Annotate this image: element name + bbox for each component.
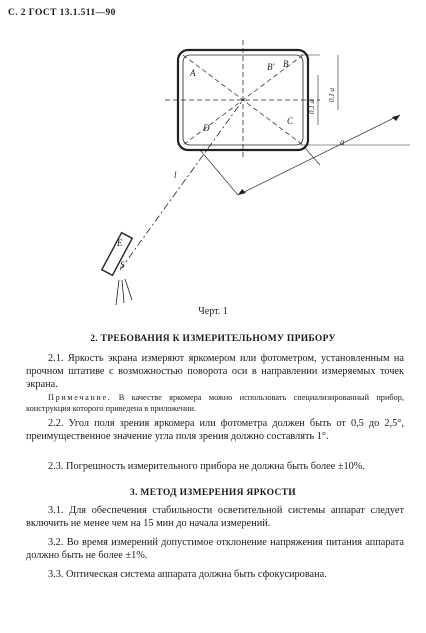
measuring-ray <box>120 100 243 270</box>
paragraph-2-1: 2.1. Яркость экрана измеряют яркомером или фотометром, установленным на прочном штативе с возможностью поворота оси в направлении измеряемых точек экрана. <box>26 353 404 391</box>
note-label: Примечание. <box>48 393 112 402</box>
label-D: D <box>203 123 210 133</box>
label-dim-1: 0,1 a <box>308 100 316 114</box>
paragraph-3-2: 3.2. Во время измерений допустимое отклонение напряжения питания аппарата должно быть не более ±1%. <box>26 537 404 562</box>
paragraph-2-3: 2.3. Погрешность измерительного прибора не должна быть более ±10%. <box>48 461 365 472</box>
label-A: A <box>190 68 196 78</box>
tripod-leg-1 <box>116 280 119 305</box>
label-dim-2: 0,1 a <box>328 88 336 102</box>
note <box>26 392 404 414</box>
label-B: B <box>283 59 289 69</box>
figure-caption: Черт. 1 <box>198 306 228 317</box>
page-header: С. 2 ГОСТ 13.1.511—90 <box>8 8 116 18</box>
note-text: В качестве яркомера можно использовать специализированный прибор, конструкция которого приведена в приложении. <box>26 393 404 413</box>
tripod-leg-3 <box>125 279 132 300</box>
label-B-prime: B' <box>267 62 275 72</box>
paragraph-3-3: 3.3. Оптическая система аппарата должна быть сфокусирована. <box>48 569 327 580</box>
tripod-leg-2 <box>122 280 124 303</box>
paragraph-2-2: 2.2. Угол поля зрения яркомера или фотометра должен быть от 0,5 до 2,5°, преимущественное значение угла поля зрения должно составлять 1°. <box>26 418 404 443</box>
dimension-line-a <box>238 115 400 195</box>
section-2-title: 2. ТРЕБОВАНИЯ К ИЗМЕРИТЕЛЬНОМУ ПРИБОРУ <box>90 334 336 344</box>
label-C: C <box>287 116 294 126</box>
label-S: S <box>120 260 125 270</box>
label-l: l <box>174 170 177 180</box>
label-E: E <box>117 238 123 248</box>
label-a: a <box>340 137 345 147</box>
section-3-title: 3. МЕТОД ИЗМЕРЕНИЯ ЯРКОСТИ <box>130 488 296 498</box>
paragraph-3-1: 3.1. Для обеспечения стабильности осветительной системы аппарат следует включить не менее чем на 15 мин до начала измерений. <box>26 505 404 530</box>
